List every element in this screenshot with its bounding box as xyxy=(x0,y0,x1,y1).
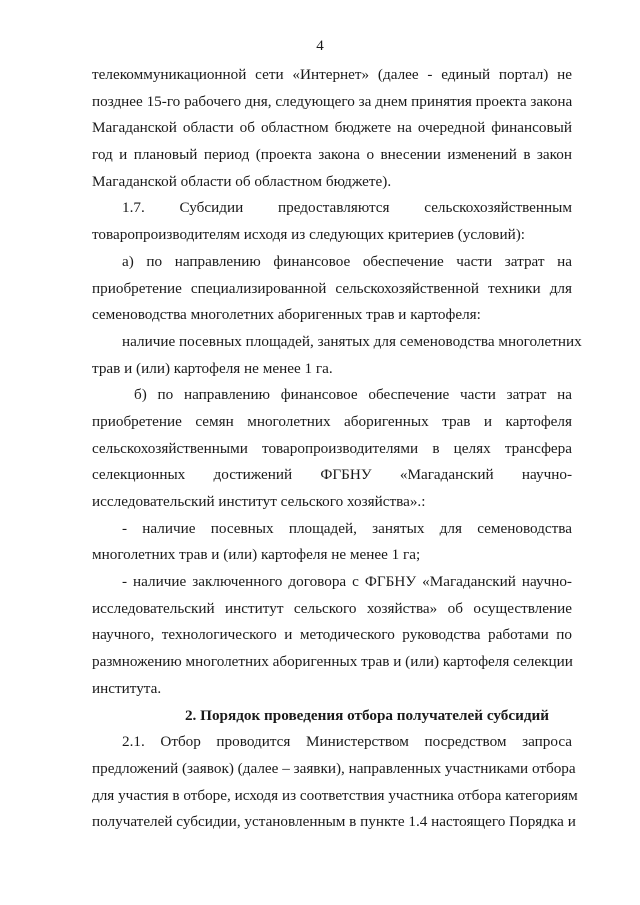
text-line: научного, технологического и методического руководства работами по xyxy=(92,626,572,644)
text-line: Магаданской области об областном бюджете на очередной финансовый xyxy=(92,119,572,137)
text-line: телекоммуникационной сети «Интернет» (далее - единый портал) не xyxy=(92,66,572,83)
text-line: института. xyxy=(92,679,162,697)
text-line: многолетних трав и (или) картофеля не менее 1 га; xyxy=(92,546,421,564)
page-number: 4 xyxy=(316,38,324,54)
text-line: товаропроизводителям исходя из следующих критериев (условий): xyxy=(92,226,525,244)
text-line: для участия в отборе, исходя из соответствия участника отбора категориям xyxy=(92,786,578,804)
text-line: селекционных достижений ФГБНУ «Магаданский научно- xyxy=(92,466,572,484)
text-line: позднее 15-го рабочего дня, следующего за днем принятия проекта закона xyxy=(92,92,573,110)
text-line: исследовательский институт сельского хозяйства».: xyxy=(92,493,426,510)
text-line: приобретение специализированной сельскохозяйственной техники для xyxy=(92,279,572,297)
text-line: семеноводства многолетних аборигенных трав и картофеля: xyxy=(92,306,481,324)
text-line: год и плановый период (проекта закона о внесении изменений в закон xyxy=(92,146,572,164)
text-line: Магаданской области об областном бюджете). xyxy=(92,172,392,190)
text-line: а) по направлению финансовое обеспечение части затрат на xyxy=(122,252,572,270)
text-line: - наличие посевных площадей, занятых для семеноводства xyxy=(122,519,572,537)
text-line: сельскохозяйственными товаропроизводителями в целях трансфера xyxy=(92,439,572,457)
text-line: - наличие заключенного договора с ФГБНУ «Магаданский научно- xyxy=(122,573,572,591)
text-line: б) по направлению финансовое обеспечение части затрат на xyxy=(134,386,572,404)
text-line: исследовательский институт сельского хозяйства» об осуществление xyxy=(92,599,572,617)
text-line: размножению многолетних аборигенных трав и (или) картофеля селекции xyxy=(92,653,573,671)
text-line: приобретение семян многолетних аборигенных трав и картофеля xyxy=(92,412,572,430)
section-heading: 2. Порядок проведения отбора получателей субсидий xyxy=(184,706,550,724)
text-line: получателей субсидии, установленным в пункте 1.4 настоящего Порядка и xyxy=(92,813,576,831)
text-line: 2.1. Отбор проводится Министерством посредством запроса xyxy=(122,733,572,751)
text-line: трав и (или) картофеля не менее 1 га. xyxy=(92,359,333,377)
text-line: наличие посевных площадей, занятых для семеноводства многолетних xyxy=(122,332,582,350)
text-line: предложений (заявок) (далее – заявки), направленных участниками отбора xyxy=(92,759,576,777)
text-line: 1.7. Субсидии предоставляются сельскохозяйственным xyxy=(122,199,572,217)
document-body xyxy=(92,62,582,836)
